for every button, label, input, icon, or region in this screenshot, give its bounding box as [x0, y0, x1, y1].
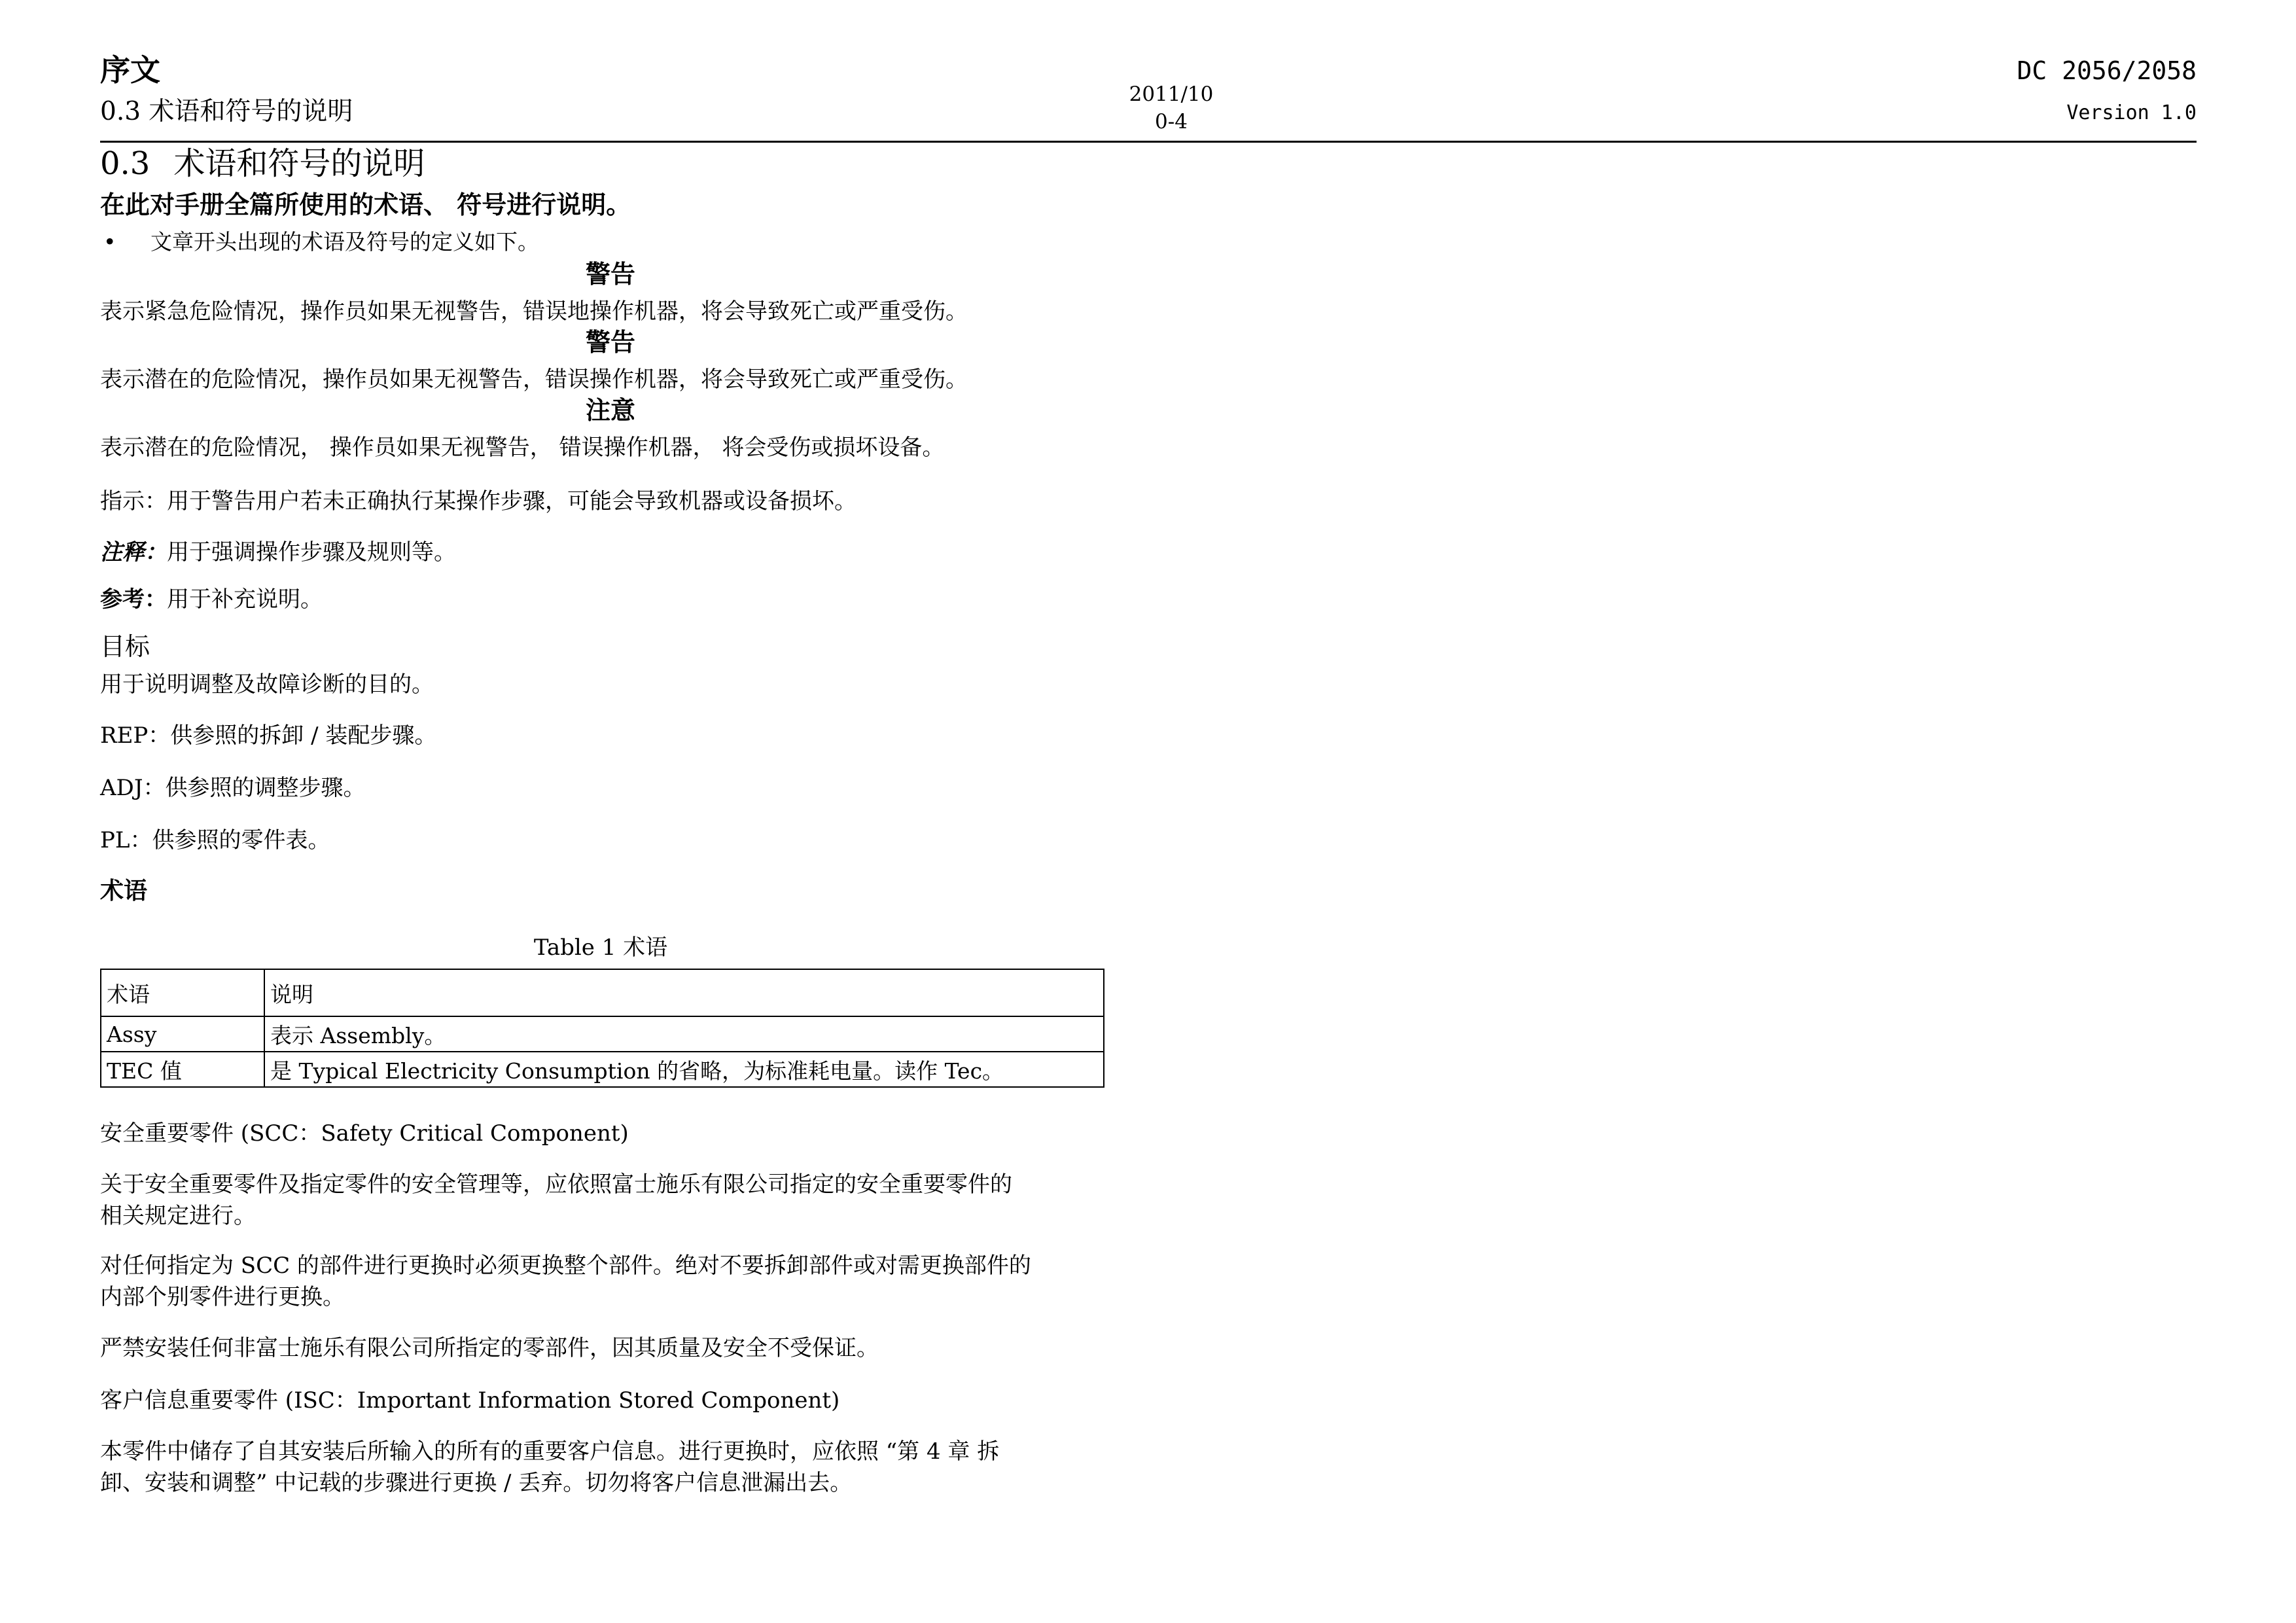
- table-row: [101, 1016, 1104, 1052]
- purpose-text: 用于说明调整及故障诊断的目的。: [100, 671, 434, 698]
- pl-text: PL：供参照的零件表。: [100, 827, 330, 853]
- table-header-row: [101, 969, 1104, 1016]
- warning-title-1: 警告: [585, 259, 635, 289]
- table-header-cell: 术语: [101, 969, 264, 1016]
- warning-text-2: 表示潜在的危险情况，操作员如果无视警告，错误操作机器，将会导致死亡或严重受伤。: [100, 366, 968, 393]
- note-label: 注释：: [100, 539, 167, 565]
- bullet-dot: •: [103, 229, 116, 255]
- section-heading: [100, 145, 425, 183]
- instruction-text: 指示：用于警告用户若未正确执行某操作步骤，可能会导致机器或设备损坏。: [100, 488, 857, 514]
- header-section-title: 0.3 术语和符号的说明: [100, 97, 353, 126]
- reference-label: 参考：: [100, 586, 167, 613]
- scc-paragraph-2-line-2: 内部个别零件进行更换。: [100, 1284, 345, 1310]
- scc-paragraph-1-line-2: 相关规定进行。: [100, 1203, 256, 1229]
- table-cell: Assy: [101, 1016, 264, 1052]
- section-heading-text: 术语和符号的说明: [173, 145, 425, 182]
- table-caption: Table 1 术语: [533, 935, 668, 961]
- header-chapter-title: 序文: [100, 52, 160, 88]
- header-model: DC 2056/2058: [2017, 56, 2197, 85]
- scc-title: 安全重要零件 (SCC：Safety Critical Component): [100, 1120, 629, 1147]
- note-line: [100, 539, 456, 566]
- scc-paragraph-1-line-1: 关于安全重要零件及指定零件的安全管理等，应依照富士施乐有限公司指定的安全重要零件的: [100, 1171, 1012, 1198]
- terms-table: [100, 969, 1104, 1088]
- table-cell: TEC 值: [101, 1052, 264, 1087]
- isc-paragraph-line-2: 卸、安装和调整” 中记载的步骤进行更换 / 丢弃。切勿将客户信息泄漏出去。: [100, 1470, 853, 1496]
- adj-text: ADJ：供参照的调整步骤。: [100, 775, 366, 801]
- purpose-title: 目标: [100, 632, 150, 661]
- warning-title-2: 警告: [585, 327, 635, 357]
- reference-text: 用于补充说明。: [167, 586, 323, 613]
- scc-paragraph-2-line-1: 对任何指定为 SCC 的部件进行更换时必须更换整个部件。绝对不要拆卸部件或对需更换部件的: [100, 1253, 1031, 1279]
- section-heading-number: 0.3: [100, 145, 150, 182]
- header-divider: [100, 141, 2197, 143]
- warning-text-1: 表示紧急危险情况，操作员如果无视警告，错误地操作机器，将会导致死亡或严重受伤。: [100, 298, 968, 325]
- isc-title: 客户信息重要零件 (ISC：Important Information Stored Component): [100, 1387, 840, 1414]
- header-page-number: 0-4: [1155, 110, 1188, 134]
- table-cell: 表示 Assembly。: [264, 1016, 1104, 1052]
- header-date: 2011/10: [1129, 82, 1214, 106]
- scc-paragraph-3: 严禁安装任何非富士施乐有限公司所指定的零部件，因其质量及安全不受保证。: [100, 1335, 879, 1361]
- bullet-item: [103, 229, 539, 255]
- caution-text: 表示潜在的危险情况， 操作员如果无视警告， 错误操作机器， 将会受伤或损坏设备。: [100, 435, 945, 461]
- header-version: Version 1.0: [2066, 101, 2197, 124]
- table-row: [101, 1052, 1104, 1087]
- intro-text: 在此对手册全篇所使用的术语、 符号进行说明。: [100, 190, 631, 219]
- rep-text: REP：供参照的拆卸 / 装配步骤。: [100, 722, 437, 749]
- isc-paragraph-line-1: 本零件中储存了自其安装后所输入的所有的重要客户信息。进行更换时，应依照 “第 4 章 拆: [100, 1438, 1000, 1465]
- reference-line: [100, 586, 323, 613]
- table-cell: 是 Typical Electricity Consumption 的省略，为标准耗电量。读作 Tec。: [264, 1052, 1104, 1087]
- bullet-text: 文章开头出现的术语及符号的定义如下。: [150, 229, 539, 255]
- table-header-cell: 说明: [264, 969, 1104, 1016]
- caution-title: 注意: [585, 395, 635, 425]
- terms-title: 术语: [100, 877, 148, 904]
- note-text: 用于强调操作步骤及规则等。: [167, 539, 456, 565]
